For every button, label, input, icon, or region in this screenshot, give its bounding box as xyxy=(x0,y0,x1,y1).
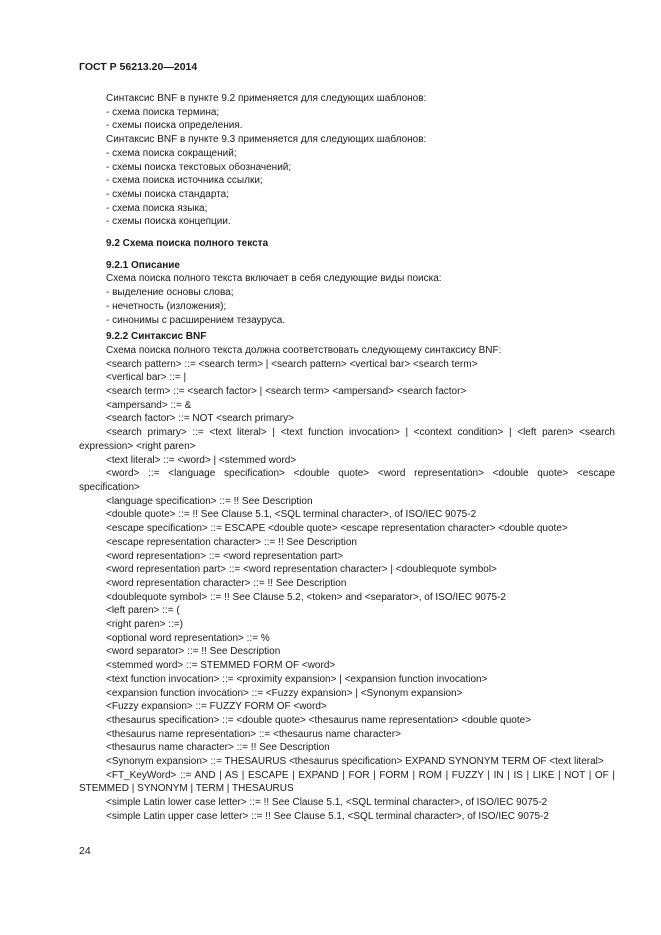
list-item: - схемы поиска определения. xyxy=(106,120,243,132)
bnf-rule: <thesaurus name representation> ::= <thesaurus name character> xyxy=(106,728,401,740)
bnf-rule: <search pattern> ::= <search term> | <search pattern> <vertical bar> <search term> xyxy=(106,358,478,370)
list-item: - схема поиска языка; xyxy=(106,202,208,214)
bnf-rule: <left paren> ::= ( xyxy=(106,605,180,617)
list-item: - схемы поиска стандарта; xyxy=(106,188,229,200)
bnf-rule: <expansion function invocation> ::= <Fuzzy expansion> | <Synonym expansion> xyxy=(106,687,463,699)
bnf-rule: <search term> ::= <search factor> | <search term> <ampersand> <search factor> xyxy=(106,386,467,398)
bnf-rule: <double quote> ::= !! See Clause 5.1, <SQL terminal character>, of ISO/IEC 9075-2 xyxy=(106,509,477,521)
syntax-intro: Схема поиска полного текста должна соответствовать следующему синтаксису BNF: xyxy=(106,344,502,356)
bnf-rule: <ampersand> ::= & xyxy=(106,399,192,411)
bnf-rule: <escape specification> ::= ESCAPE <double quote> <escape representation character> <double quote> xyxy=(106,523,568,535)
paragraph: Синтаксис BNF в пункте 9.3 применяется для следующих шаблонов: xyxy=(106,134,427,146)
bnf-rule: <thesaurus name character> ::= !! See Description xyxy=(106,742,330,754)
bnf-rule: <right paren> ::=) xyxy=(106,619,183,631)
paragraph: Схема поиска полного текста включает в себя следующие виды поиска: xyxy=(106,273,442,285)
bnf-rule: <word> ::= <language specification> <double quote> <word representation> <double quote> <escape specification> xyxy=(79,468,615,493)
bnf-rule: <vertical bar> ::= | xyxy=(106,372,187,384)
bnf-rule: <text literal> ::= <word> | <stemmed word> xyxy=(106,454,297,466)
paragraph: Синтаксис BNF в пункте 9.2 применяется для следующих шаблонов: xyxy=(106,93,427,104)
list-item: - выделение основы слова; xyxy=(106,287,234,299)
bnf-rule: <word representation part> ::= <word representation character> | <doublequote symbol> xyxy=(106,564,497,576)
bnf-rule: <text function invocation> ::= <proximity expansion> | <expansion function invocation> xyxy=(106,673,488,685)
subsection-heading-description: 9.2.1 Описание xyxy=(106,259,180,271)
bnf-rule: <optional word representation> ::= % xyxy=(106,632,270,644)
list-item: - схемы поиска концепции. xyxy=(106,216,231,228)
bnf-rule: <word representation character> ::= !! See Description xyxy=(106,577,347,589)
bnf-rule: <simple Latin lower case letter> ::= !! See Clause 5.1, <SQL terminal character>, of ISO/IEC 9075-2 xyxy=(106,797,548,809)
bnf-grammar xyxy=(79,358,615,824)
list-item: - схема поиска источника ссылки; xyxy=(106,175,263,187)
bnf-rule: <escape representation character> ::= !! See Description xyxy=(106,536,357,548)
bnf-rule: <word separator> ::= !! See Description xyxy=(106,646,281,658)
bnf-rule: <Fuzzy expansion> ::= FUZZY FORM OF <word> xyxy=(106,701,327,713)
bnf-rule: <word representation> ::= <word representation part> xyxy=(106,550,344,562)
list-item: - нечетность (изложения); xyxy=(106,300,227,312)
subsection-heading-syntax: 9.2.2 Синтаксис BNF xyxy=(106,331,207,343)
list-item: - схема поиска сокращений; xyxy=(106,147,237,159)
section-heading: 9.2 Схема поиска полного текста xyxy=(106,238,269,250)
bnf-rule: <simple Latin upper case letter> ::= !! See Clause 5.1, <SQL terminal character>, of ISO/IEC 9075-2 xyxy=(106,810,549,822)
bnf-rule: <Synonym expansion> ::= THESAURUS <thesaurus specification> EXPAND SYNONYM TERM OF <text literal> xyxy=(106,756,604,768)
list-item: - схема поиска термина; xyxy=(106,106,220,118)
bnf-rule: <FT_KeyWord> ::= AND | AS | ESCAPE | EXPAND | FOR | FORM | ROM | FUZZY | IN | IS | LIKE | NOT | OF | STEMMED | SYNONYM | TERM | THESAURUS xyxy=(79,769,615,795)
intro-block xyxy=(79,92,615,229)
bnf-rule: <doublequote symbol> ::= !! See Clause 5.2, <token> and <separator>, of ISO/IEC 9075-2 xyxy=(106,591,506,603)
bnf-rule: <search factor> ::= NOT <search primary> xyxy=(106,413,294,425)
bnf-rule: <language specification> ::= !! See Description xyxy=(106,495,313,507)
bnf-rule: <search primary> ::= <text literal> | <text function invocation> | <context condition> | <left paren> <search expression> <right paren> xyxy=(79,427,615,452)
document-body xyxy=(79,92,615,824)
description-block xyxy=(79,272,615,327)
page-number: 24 xyxy=(79,845,91,857)
list-item: - схемы поиска текстовых обозначений; xyxy=(106,161,292,173)
list-item: - синонимы с расширением тезауруса. xyxy=(106,314,286,326)
standard-header: ГОСТ Р 56213.20—2014 xyxy=(79,61,198,73)
bnf-rule: <thesaurus specification> ::= <double quote> <thesaurus name representation> <double quote> xyxy=(106,714,532,726)
bnf-rule: <stemmed word> ::= STEMMED FORM OF <word> xyxy=(106,660,336,672)
